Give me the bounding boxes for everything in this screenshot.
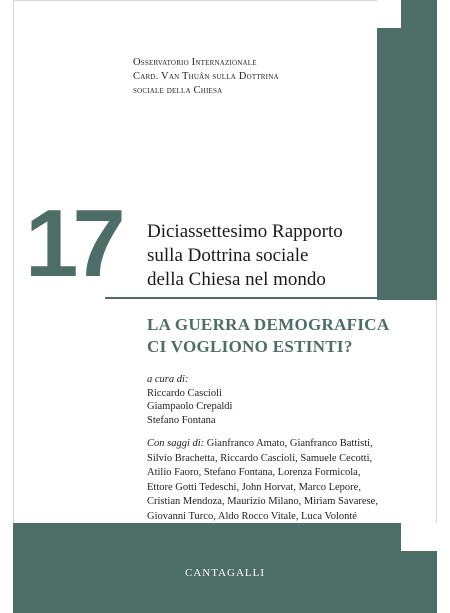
editors-label: a cura di: bbox=[147, 374, 189, 385]
editor-name: Giampaolo Crepaldi bbox=[147, 401, 233, 412]
book-cover bbox=[13, 0, 437, 613]
essays-label: Con saggi di: bbox=[147, 438, 205, 449]
essays-line: Atilio Faoro, Stefano Fontana, Lorenza Formicola, bbox=[147, 467, 361, 478]
bottom-notch bbox=[401, 523, 437, 551]
publisher-name: CANTAGALLI bbox=[185, 567, 265, 579]
theme-line: LA GUERRA DEMOGRAFICA bbox=[147, 315, 390, 334]
essays-authors-first: Gianfranco Amato, Gianfranco Battisti, bbox=[206, 438, 373, 449]
report-number: 17 bbox=[25, 190, 120, 297]
editor-name: Stefano Fontana bbox=[147, 414, 216, 426]
essays-line: Giovanni Turco, Aldo Rocco Vitale, Luca Volonté bbox=[147, 510, 357, 522]
organization-line: sociale della Chiesa bbox=[133, 85, 223, 96]
essays-line: Ettore Gotti Tedeschi, John Horvat, Marco Lepore, bbox=[147, 481, 361, 493]
organization-line: Osservatorio Internazionale bbox=[133, 57, 257, 68]
title-divider bbox=[105, 297, 437, 299]
report-title-line: della Chiesa nel mondo bbox=[147, 269, 326, 290]
report-title bbox=[147, 220, 387, 292]
report-title-line: Diciassettesimo Rapporto bbox=[147, 221, 343, 242]
organization-line: Card. Van Thuân sulla Dottrina bbox=[133, 71, 279, 82]
book-theme-title bbox=[147, 314, 427, 358]
essays-line bbox=[147, 437, 432, 452]
essays-line: Cristian Mendoza, Maurizio Milano, Miriam Savarese, bbox=[147, 496, 378, 507]
editor-name: Riccardo Cascioli bbox=[147, 387, 222, 399]
theme-line: CI VOGLIONO ESTINTI? bbox=[147, 337, 353, 356]
top-notch bbox=[377, 0, 401, 28]
editors-block bbox=[147, 373, 407, 427]
report-title-line: sulla Dottrina sociale bbox=[147, 245, 309, 266]
organization-name bbox=[133, 56, 393, 98]
essays-line: Silvio Brachetta, Riccardo Cascioli, Samuele Cecotti, bbox=[147, 452, 373, 464]
essays-block bbox=[147, 437, 432, 524]
